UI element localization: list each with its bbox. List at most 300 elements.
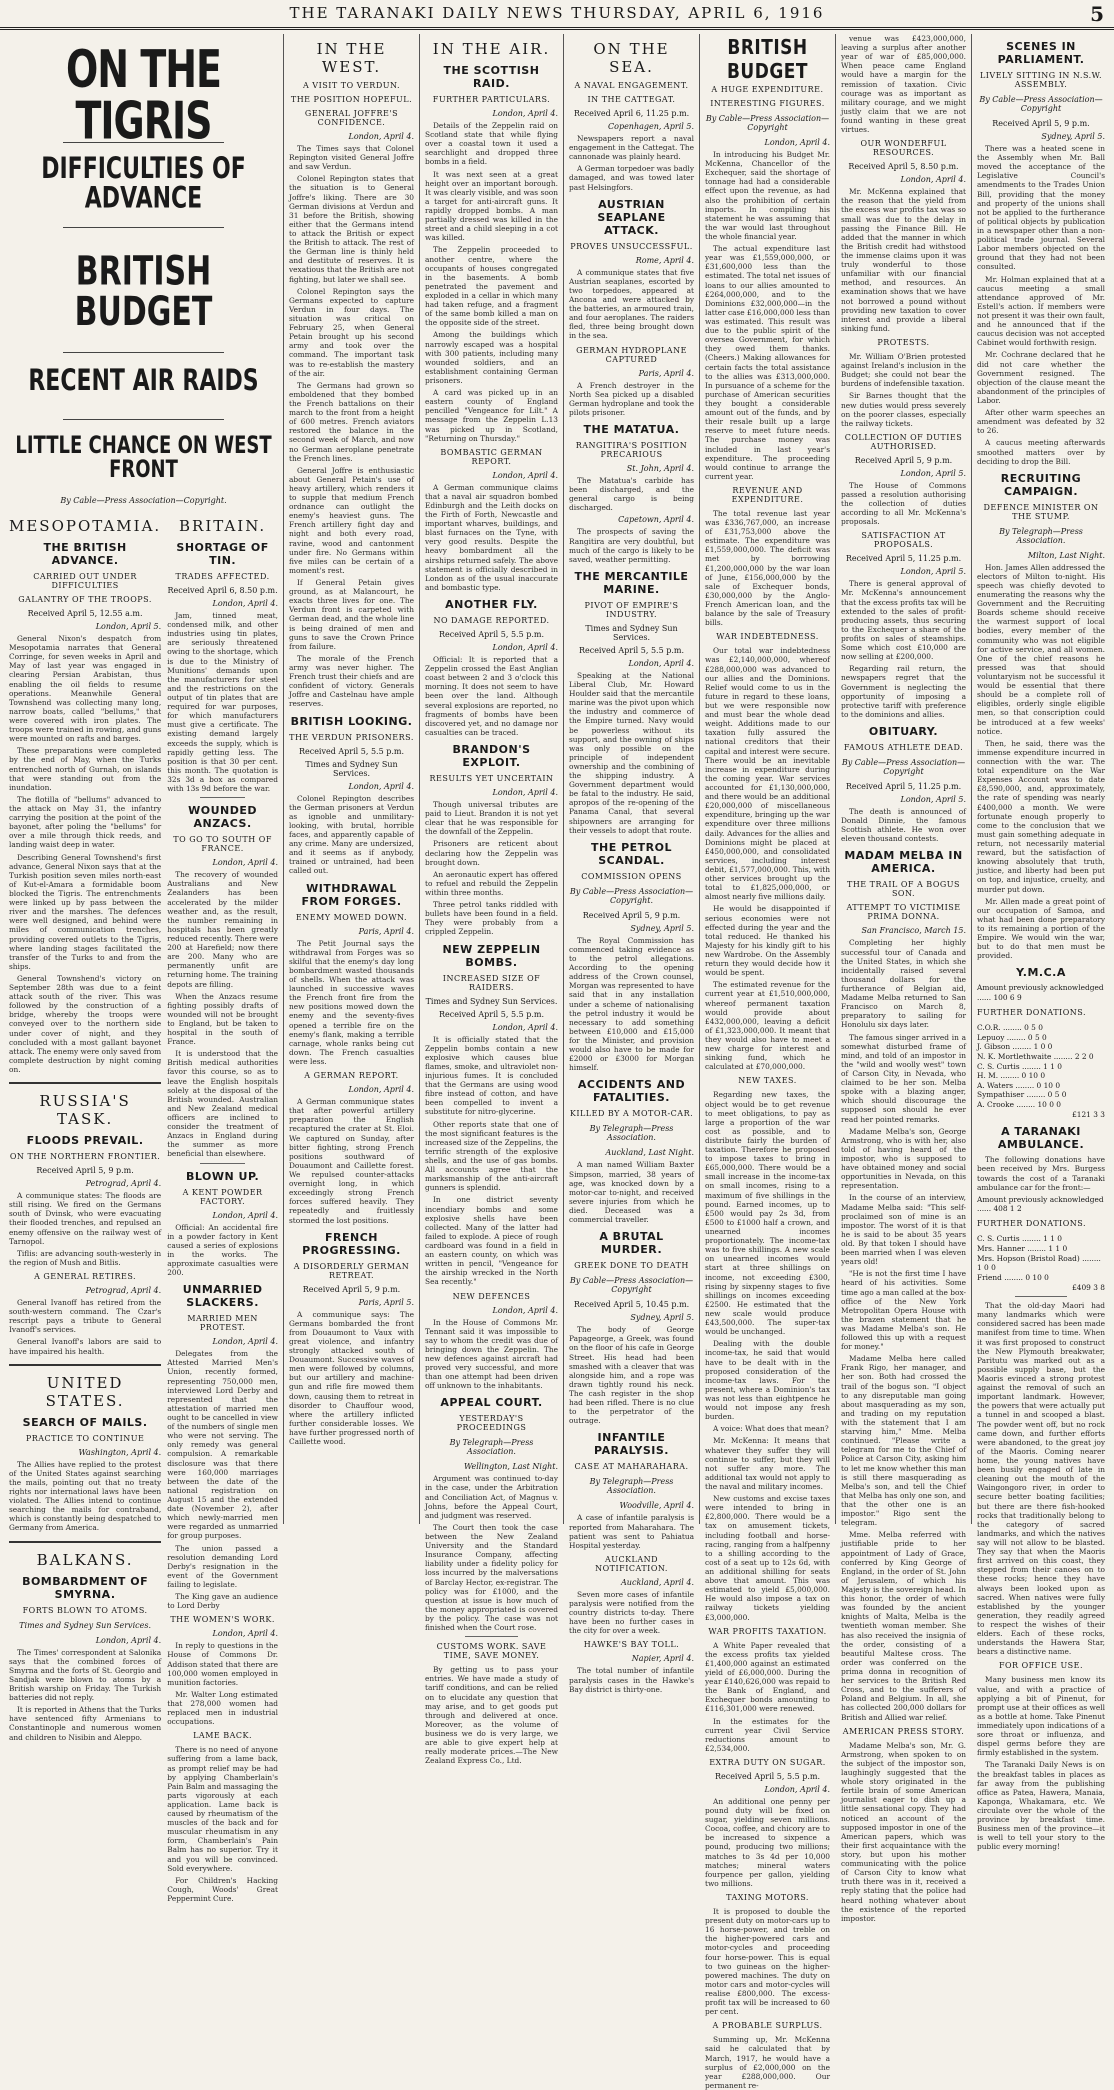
sub-head: NEW TAXES. (738, 1076, 797, 1086)
divider (200, 1163, 244, 1164)
page-number: 5 (1090, 2, 1104, 26)
dateline: London, April 4. (212, 1210, 278, 1220)
paragraph: For Children's Hacking Cough, Woods' Great Peppermint Cure. (167, 1875, 278, 1904)
sub-head: ATTEMPT TO VICTIMISE PRIMA DONNA. (846, 903, 961, 922)
service-line: By Telegraph—Press Association. (589, 1477, 674, 1496)
paragraph: The Petit Journal says the withdrawal from Forges was so skilful that the enemy's day long bombardment wasted thousands of shells. When the attack was launched in successive waves the French front fire from the new positions mowed down the enemy and the seventy-fives opened a terrible fire on the enemy's flank, making a terrible carnage, whole ranks being cut down. The French casualties were less. (289, 938, 414, 1066)
dateline: London, April 4. (764, 1784, 830, 1794)
section-obituary: OBITUARY. (868, 725, 939, 739)
paragraph: Mr. McKenna explained that the reason that the yield from the excess war profits tax was so small was due to the delay in passing the Finance Bill. He added that the manner in which the British credit had withstood the immense claims upon it was truly wonderful to those unfamiliar with our financial method, and resources. An examination shows that we have not borrowed a pound without providing new taxation to cover interest and provide a liberal sinking fund. (841, 187, 966, 333)
ledger-line: N. K. Mortlethwaite ........ 2 2 0 (977, 1051, 1094, 1061)
paragraph: The Times says that Colonel Repington visited General Joffre and saw Verdun. (289, 144, 414, 172)
sub-head: NO DAMAGE REPORTED. (433, 616, 550, 626)
sub-head: ON THE NORTHERN FRONTIER. (9, 1152, 161, 1162)
dateline: London, April 4. (492, 1022, 558, 1032)
sub-head: OUR WONDERFUL RESOURCES. (860, 139, 947, 158)
sub-head: SEARCH OF MAILS. (22, 1415, 148, 1429)
divider (9, 1541, 161, 1543)
sub-head: TRADES AFFECTED. (175, 572, 270, 581)
received-line: Received April 5, 9 p.m. (36, 1166, 134, 1176)
dateline: San Francisco, March 15. (861, 926, 966, 936)
advert-head: CUSTOMS WORK. SAVE TIME, SAVE MONEY. (436, 1642, 547, 1661)
paragraph: Though universal tributes are paid to Lieut. Brandon it is not yet clear that he was responsible for the downfall of the Zeppelin. (425, 800, 558, 837)
sub-head: A VISIT TO VERDUN. (302, 81, 401, 90)
service-line: By Telegraph—Press Association. (999, 526, 1083, 545)
dateline: St. John, April 4. (626, 463, 694, 473)
paragraph: In introducing his Budget Mr. McKenna, Chancellor of the Exchequer, said the shortage of tonnage had had a considerable effect upon the revenue, as had also the prohibition of certain imports. In compiling his statement he was assuming that the war would last throughout the whole financial year. (705, 150, 830, 241)
dateline: London, April 4. (492, 109, 558, 118)
sub-head: WAR PROFITS TAXATION. (708, 1626, 827, 1636)
paragraph: In the estimates for the current year Civil Service reductions amount to £2,534,000. (705, 1716, 830, 1753)
dateline: London, April 4. (900, 175, 966, 185)
paragraph: A German communique claims that a naval air squadron bombed Edinburgh and the Leith docks on the Firth of Forth, Newcastle and important wharves, buildings, and blast furnaces on the Tyne, with very good results. Despite the heavy bombardment all the airships returned safely. The above statement is officially described in London as of the usual inaccurate and bombastic type. (425, 482, 558, 592)
paragraph: Among the buildings which narrowly escaped was a hospital with 300 patients, including many wounded soldiers, and an establishment containing German prisoners. (425, 330, 558, 385)
ledger-line: J. Gibson ........ 1 0 0 (977, 1042, 1053, 1052)
paragraph: Jam, tinned meat, condensed milk, and other industries using tin plates, are seriously threatened owing to the shortage, which is due to the Ministry of Munitions' demands upon the manufacturers for steel and the restrictions on the output of tin plates that are required for war purposes, for which manufacturers must give a certificate. The existing demand largely exceeds the supply, which is rapidly getting less. The position is that 30 per cent. this month. The quotation is 32s 3d a box as compared with 13s 9d before the war. (167, 611, 278, 794)
dateline: Paris, April 5. (358, 1297, 414, 1307)
paragraph: The Germans had grown so emboldened that they bombed the French battalions on their march to the front from a height of 600 metres. French aviators restored the balance in the second week of March, and now no German aeroplane penetrate the French lines. (289, 380, 414, 463)
divider (63, 352, 224, 353)
paragraph: Our total war indebtedness was £2,140,000,000, whereof £288,000,000 was advanced to our allies and the Dominions. Relief would come to us in the future in regard to these loans, but we were responsible now and must bear the whole dead weight. Additions made to our taxation fully assured the national creditors that their capital and interest were secure. There would be an inevitable increase in expenditure during the coming year. War services accounted for £1,130,000,000, and there would be an additional £20,000,000 of miscellaneous expenditure, bringing up the war expenditure over three millions daily. Advances for the allies and Dominions might be placed at £450,000,000, and consolidated services, including interest debit, £1,577,000,000. This, with other services brought up the total to £1,825,000,000, or almost nearly five millions daily. (705, 646, 830, 902)
paragraph: Sir Barnes thought that the new duties would press severely on the poorer classes, especially the railway tickets. (841, 391, 966, 428)
byline: By Cable—Press Association—Copyright. (60, 496, 227, 505)
sub-head: INFANTILE PARALYSIS. (594, 1431, 669, 1458)
paragraph: General Townshend's victory on September 28th was due to a feint attack south of the river. This was followed by the construction of a bridge, whereby the troops were conveyed over to the northern side under cover of night, and they concluded with a most gallant bayonet attack. The enemy were only saved from complete destruction by night coming on. (9, 973, 162, 1075)
dateline: London, April 4. (348, 1085, 414, 1095)
divider (9, 1364, 161, 1366)
paragraph: Delegates from the Attested Married Men's Union, recently formed, representing 750,000 men, interviewed Lord Derby and represented that the attestation of married men ought to be cancelled in view of the numbers of single men who were not serving. The only remedy was general compulsion. A remarkable disclosure was that there were 160,000 marriages between the date of the national registration on August 15 and the extended date (November 2), after which newly-married men were regarded as unmarried for group purposes. (167, 1349, 278, 1541)
sub-head: HAWKE'S BAY TOLL. (583, 1640, 680, 1650)
column-7 (972, 34, 1110, 1852)
paragraph: A card was picked up in an eastern county of England pencilled "Vengeance for Lilt." A message from the Zeppelin L.13 was picked up in Scotland, "Returning on Thursday." (425, 388, 558, 443)
paragraph: These preparations were completed by the end of May, when the Turks entrenched north of Gurnah, on islands that were standing out from the inundation. (9, 746, 162, 792)
paragraph: The Matatua's carbide has been discharged, and the general cargo is being discharged. (569, 475, 694, 513)
paragraph: The recovery of wounded Australians and New Zealanders has been accelerated by the milder weather and, as the result, the number remaining in hospitals has been greatly reduced recently. There were 200 at Harefield; now there are 200. Many who are permanently unfit are returning home. The training depots are filling. (167, 870, 278, 989)
sub-head: BOMBASTIC GERMAN REPORT. (440, 447, 543, 466)
sub-head: COMMISSION OPENS (581, 871, 682, 881)
section-britain: BRITAIN. (179, 517, 267, 535)
dateline: London, April 5. (900, 468, 966, 478)
paragraph: Prisoners are reticent about declaring how the Zeppelin was brought down. (425, 839, 558, 867)
section-united-states: UNITED STATES. (45, 1373, 125, 1410)
paragraph: "He is not the first time I have heard of his activities. Some time ago a man called at the box-office of the New York Metropolitan Opera House with the brazen statement that he was Madame Melba's son. He followed this up with a request for money." (841, 1269, 966, 1352)
sub-head: INCREASED SIZE OF RAIDERS. (442, 973, 541, 992)
section-ymca: Y.M.C.A (1016, 966, 1066, 980)
paragraph: Summing up, Mr. McKenna said he calculated that by March, 1917, he would have a surplus of £2,000,000 on the year £288,000,000. Our permanent re- (705, 2035, 830, 2090)
paragraph: A communique says: The Germans bombarded the front from Douaumont to Vaux with great violence, and infantry strongly attacked south of Douaumont. Successive waves of men were followed by columns, but our artillery and machine-gun and rifle fire mowed them down, causing them to retreat in disorder to Chauffour wood, where the artillery inflicted further considerable losses. We have further progressed north of Caillette wood. (289, 1309, 414, 1447)
section-balkans: BALKANS. (36, 1550, 134, 1569)
ledger-line: H. M. ........ 0 10 0 (977, 1071, 1046, 1081)
dateline: London, April 4. (764, 138, 830, 147)
dateline: Auckland, Last Night. (605, 1148, 694, 1158)
paragraph: Official: It is reported that a Zeppelin crossed the East Anglian coast between 2 and 3 o'clock this morning. It does not seem to have been over the land. Although several explosions are reported, no fragments of bombs have been discovered yet, and no damage nor casualties can be traced. (425, 655, 558, 737)
sub-head: CASE AT MAHARAHARA. (574, 1462, 689, 1472)
paragraph: A case of infantile paralysis is reported from Maharahara. The patient was sent to Pahiatua Hospital yesterday. (569, 1513, 694, 1550)
paragraph: New customs and excise taxes were intended to bring in £2,800,000. There would be a tax on amusement tickets, including football and horse-racing, ranging from a halfpenny to a shilling according to the cost of a seat up to 12s 6d, with an additional shilling for seats above that amount. This was estimated to yield £5,000,000. He would also impose a tax on railway tickets yielding £3,000,000. (705, 1494, 830, 1622)
sub-head: FURTHER PARTICULARS. (432, 95, 551, 104)
paragraph: A French destroyer in the North Sea picked up a disabled German hydroplane and took the pilots prisoner. (569, 380, 694, 417)
dateline: Sydney, April 5. (630, 1313, 694, 1323)
dateline: London, April 4. (492, 643, 558, 653)
section-ambulance: A TARANAKI AMBULANCE. (997, 1125, 1085, 1152)
sub-head: GENERAL JOFFRE'S CONFIDENCE. (304, 109, 399, 127)
dateline: Copenhagen, April 5. (608, 122, 694, 131)
service-line: By Telegraph—Press Association. (449, 1438, 534, 1457)
sub-head: TO GO TO SOUTH OF FRANCE. (173, 835, 272, 854)
section-recruiting: RECRUITING CAMPAIGN. (1000, 471, 1082, 498)
paragraph: The body of George Papageorge, a Greek, was found on the floor of his cafe in George Street. His head had been smashed with a cleaver that was alongside him, and a rope was drawn tightly round his neck. The cash register in the shop had been rifled. There is no clue to the perpetrator of the outrage. (569, 1325, 694, 1426)
sub-head: NEW DEFENCES (452, 1291, 531, 1301)
paragraph: An aeronautic expert has offered to refuel and rebuild the Zeppelin within three months. (425, 869, 558, 897)
received-line: Received April 5, 9 p.m. (992, 119, 1090, 128)
service-line: By Telegraph—Press Association. (589, 1124, 674, 1143)
section-mesopotamia: MESOPOTAMIA. (9, 517, 162, 535)
advert-text: By getting us to pass your entries. We have made a study of tariff conditions, and can be relied on to elucidate any question that may arise, and to get goods put through and delivered at once. Moreover, as the volume of business we do is very large, we are able to give expert help at really moderate prices.—The New Zealand Express Co., Ltd. (425, 1665, 558, 1766)
paragraph: The following donations have been received by Mrs. Burgess towards the cost of a Taranaki ambulance car for the front:— (977, 1155, 1105, 1192)
sub-head: BRANDON'S EXPLOIT. (452, 743, 531, 770)
paragraph: The union passed a resolution demanding Lord Derby's resignation in the event of the Government failing to legislate. (167, 1543, 278, 1589)
service-line: Times and Sydney Sun Services. (585, 623, 678, 642)
paragraph: Colonel Repington states that the situation is to General Joffre's liking. There are 30 German divisions at Verdun and 31 before the British, showing either that the Germans intend to attack the British or expect the British to attack. The rest of the German line is thinly held and destitute of reserves. It is vexatious that the British are not fighting, but later we shall see. (289, 174, 414, 284)
sub-head: DEFENCE MINISTER ON THE STUMP. (983, 502, 1099, 521)
paragraph: There is general approval of Mr. McKenna's announcement that the excess profits tax will be extended to the sales of profit-producing assets, thus securing to the Exchequer a share of the profits on sales of steamships. Some which cost £10,000 are now selling at £200,000. (841, 579, 966, 662)
ledger (977, 1195, 1105, 1292)
dateline: London, April 4. (212, 1337, 278, 1347)
headline-tigris: ON THE TIGRIS (65, 39, 222, 151)
paragraph: The Royal Commission has commenced taking evidence as to the petrol allegations. According to the opening address of the Crown counsel, Morgan was represented to have said that in any installation under a scheme of nationalising the petrol industry it would be necessary to add something between £10,000 and £15,000 for the Minister, and provision would also have to be made for £2000 or £3000 for Morgan himself. (569, 935, 694, 1073)
received-line: Received April 5, 5.5 p.m. (438, 630, 545, 640)
sub-head: PRACTICE TO CONTINUE (25, 1433, 145, 1443)
service-line: By Cable—Press Association—Copyright. (569, 886, 694, 905)
paragraph: Regarding rail return, the newspapers regret that the Government is neglecting the opportunity of imposing a protective tariff with preference to the dominions and allies. (841, 664, 966, 719)
paragraph: Colonel Repington describes the German prisoners at Verdun as ignoble and unmilitary-looking, with brutal, horrible faces, and apparently capable of any crime. Many are undersized, and it seems as if anybody, trained or untrained, had been called out. (289, 793, 414, 876)
paragraph: The flotilla of "bellums" advanced to the attack on May 31, the infantry carrying the position at the point of the bayonet, after poling the "bellums" for over a mile through thick reeds, and landing waist deep in water. (9, 794, 162, 850)
dateline: London, April 5. (900, 567, 966, 577)
received-line: Received April 6, 8.50 p.m. (167, 586, 278, 595)
paragraph: Many business men know its value, and with a practice of applying a bit of Pinenut, for prompt use at their offices as well as a bottle at home. Take Pinenut immediately upon indications of a sore throat or influenza, and dispel germs before they are firmly established in the system. (977, 1675, 1105, 1758)
sub-head: WOUNDED ANZACS. (188, 804, 258, 831)
sub-head: GALANTRY OF THE TROOPS. (18, 595, 152, 604)
paragraph: Three petrol tanks riddled with bullets have been found in a field. They were probably from a crippled Zeppelin. (425, 900, 558, 937)
sub-head: A GENERAL RETIRES. (34, 1272, 137, 1282)
sub-head: TAXING MOTORS. (726, 1893, 809, 1903)
paragraph: Mr. Cochrane declared that he did not care whether the Government resigned. The objection of the clause meant the abandonment of the principles of Labor. (977, 350, 1105, 405)
paragraph: Colonel Repington says the Germans expected to capture Verdun in four days. The situation was critical on February 25, when General Petain brought up his second army and took over the command. The important task was to re-establish the mastery of the air. (289, 286, 414, 378)
sub-head: APPEAL COURT. (440, 1396, 543, 1410)
ledger-total: £409 3 8 (1072, 1282, 1105, 1292)
ledger-line: Lepuoy ........ 0 5 0 (977, 1032, 1047, 1042)
paragraph: Dealing with the double income-tax, he said that would have to be dealt with in the proposed consideration of the income-tax laws. For the present, where a Dominion's tax was not less than eightpence he would not impose any fresh burden. (705, 1339, 830, 1422)
paragraph: In one district seventy incendiary bombs and some explosive shells have been collected. Many of the latter had failed to explode. A piece of rough cardboard was found in a field in an eastern county, on which was written in pencil, "Vengeance for the airship wrecked in the North Sea recently." (425, 1195, 558, 1287)
paragraph: Tiflis: are advancing south-westerly in the region of Mush and Bitlis. (9, 1248, 162, 1267)
dateline: Paris, April 4. (638, 368, 694, 378)
headline-west-front: LITTLE CHANCE ON WEST FRONT (15, 431, 272, 484)
paragraph: Details of the Zeppelin raid on Scotland state that while flying over a coastal town it used a searchlight and dropped three bombs in a field. (425, 121, 558, 167)
column-2 (284, 34, 420, 1524)
ledger-line: Mrs. Hanner ........ 1 1 0 (977, 1244, 1068, 1254)
section-on-the-sea: ON THE SEA. (593, 40, 670, 76)
paragraph: The morale of the French army was never higher. The French trust their chiefs and are confident of victory. Generals Joffre and Castelnau have ample reserves. (289, 653, 414, 709)
sub-head: KILLED BY A MOTOR-CAR. (569, 1109, 694, 1119)
paragraph: Official: An accidental fire in a powder factory in Kent caused a series of explosions in the works. The approximate casualties were 200. (167, 1222, 278, 1278)
paragraph: General Nixon's despatch from Mesopotamia narrates that General Corringe, for seven weeks in April and May of last year was engaged in clearing Persian Arabistan, thus enabling the oil fields to resume operations. Meanwhile General Townshend was collecting many long, narrow boats, called "bellums," that were covered with iron plates. The troops were trained in rowing, and guns were mounted on rafts and barges. (9, 634, 162, 744)
sub-head: THE VERDUN PRISONERS. (289, 732, 414, 742)
received-line: Received April 5, 9 p.m. (582, 910, 681, 920)
sub-head: A BRUTAL MURDER. (599, 1230, 664, 1257)
paragraph: It is reported in Athens that the Turks have sentenced fifty Armenians to Constantinople and numerous women and children to Nisibin and Aleppo. (9, 1705, 162, 1742)
paragraph: A man named William Baxter Simpson, married, 38 years of age, was knocked down by a motor-car to-night, and received severe injuries from which he died. Deceased was a commercial traveller. (569, 1160, 694, 1225)
dateline: London, April 5. (900, 795, 966, 805)
ledger-line: Amount previously acknowledged ...... 100 6 9 (977, 983, 1104, 1003)
sub-head: BLOWN UP. (186, 1169, 260, 1183)
paragraph: When the Anzacs resume fighting possibly drafts of wounded will not be brought to England, but be taken to hospital in the south of France. (167, 991, 278, 1047)
service-line: Times and Sydney Sun Services. (19, 1620, 151, 1630)
dateline: London, April 4. (492, 470, 558, 480)
paragraph: The Times' correspondent at Salonika says that the combined forces of Smyrna and the forts of St. Georgio and Sandjak were blown to atoms by a British warship on Friday. The Turkish batteries did not reply. (9, 1647, 162, 1703)
service-line: Times and Sydney Sun Services. (305, 759, 398, 778)
headline-air-raids: RECENT AIR RAIDS (28, 364, 259, 399)
dateline: Petrograd, April 4. (85, 1286, 162, 1296)
paragraph: The prospects of saving the Rangitira are very doubtful, but much of the cargo is likely to be saved, weather permitting. (569, 527, 694, 564)
sub-head: WAR INDEBTEDNESS. (716, 632, 819, 642)
ledger-line: C.O.R. ........ 0 5 0 (977, 1023, 1043, 1033)
dateline: Milton, Last Night. (1027, 550, 1105, 560)
paragraph: Mr. William O'Brien protested against Ireland's inclusion in the Budget; she could not bear the burdens of indefensible taxation. (841, 351, 966, 389)
paragraph: After other warm speeches an amendment was defeated by 32 to 26. (977, 408, 1105, 436)
paragraph: The Court then took the case between the New Zealand University and the Standard Insurance Company, affecting liability under a fidelity policy for loss incurred by the malversations of Barclay Hector, ex-registrar. The policy was for £1000, and the question at issue is how much of the money appropriated is covered by the policy. The case was not finished when the Court rose. (425, 1522, 558, 1633)
received-line: Received April 5, 10.45 p.m. (573, 1300, 690, 1310)
received-line: Received April 5, 9 p.m. (854, 455, 953, 465)
sub-head: ENEMY MOWED DOWN. (295, 912, 408, 922)
received-line: Received April 5, 11.25 p.m. (845, 554, 962, 564)
sub-head: THE BRITISH ADVANCE. (43, 541, 127, 567)
received-line: Received April 6, 11.25 p.m. (573, 109, 690, 118)
dateline: Woodville, April 4. (619, 1501, 694, 1511)
paragraph: Hon. James Allen addressed the electors of Milton to-night. His speech was chiefly devoted to enumerating the reasons why the Government and the Recruiting Boards scheme should receive the warmest support of local bodies, every member of the community who was not eligible for active service, and all women. One of the chief reasons he pressed was that should voluntaryism not be successful it would be essential that there should be a complete roll of eligibles, orderly single eligible men, so that conscription could be introduced at a few weeks' notice. (977, 562, 1105, 736)
sub-head: THE SCOTTISH RAID. (443, 64, 540, 90)
paragraph: Mr. Walter Long estimated that 278,000 women had replaced men in industrial occupations. (167, 1689, 278, 1727)
sub-head: THE WOMEN'S WORK. (170, 1615, 275, 1625)
dateline: Capetown, April 4. (618, 515, 694, 525)
paragraph: Speaking at the National Liberal Club, Mr. Howard Houlder said that the mercantile marine was the pivot upon which the industry and commerce of the Empire turned. Navy would be powerless without its support, and the owning of ships was only possible on the principle of independent ownership and the combining of the shipping industry. A Government department would be fatal to the industry. He said, apropos of the re-opening of the Panama Canal, that several shipowners are arranging for their vessels to adopt that route. (569, 670, 694, 835)
section-in-the-west: IN THE WEST. (316, 40, 387, 76)
ledger-line: A. Waters ........ 0 10 0 (977, 1080, 1061, 1090)
section-in-the-air: IN THE AIR. (432, 40, 551, 58)
paragraph: It is officially stated that the Zeppelin bombs contain a new explosive which causes blue flames, smoke, and ultraviolet non-injurious fumes. It is concluded that the Germans are using wood fibre instead of cotton, and have been compelled to invent a substitute for nitro-glycerine. (425, 1034, 558, 1117)
dateline: London, April 4. (492, 1305, 558, 1315)
sub-head: CARRIED OUT UNDER DIFFICULTIES (33, 572, 137, 590)
paragraph: If General Petain gives ground, as at Malancourt, he exacts three lives for one. The Verdun front is carpeted with German dead, and the whole line is being drained of men and guns to save the Crown Prince from failure. (289, 578, 414, 651)
sub-head: A PROBABLE SURPLUS. (712, 2021, 823, 2031)
paragraph: In the House of Commons Mr. Tennant said it was impossible to say to whom the credit was due of bringing down the Zeppelin. The new defences against aircraft had proved very successful, and more than one attempt had been driven off unknown to the inhabitants. (425, 1317, 558, 1391)
dateline: Napier, April 4. (631, 1654, 694, 1664)
sub-head: GREEK DONE TO DEATH (574, 1261, 689, 1271)
paragraph: The total number of infantile paralysis cases in the Hawke's Bay district is thirty-one. (569, 1666, 694, 1694)
paragraph: venue was £423,000,000, leaving a surplus after another year of war of £85,000,000. When peace came England would have a margin for the remission of taxation. Civic courage was as important as military courage, and we might justly claim that we are not found wanting in these great virtues. (841, 34, 966, 135)
paragraph: A German torpedoer was badly damaged, and was towed later past Helsingfors. (569, 164, 694, 192)
paragraph: A White Paper revealed that the excess profits tax yielded £1,400,000 against an estimated yield of £6,000,000. During the year £140,626,000 was repaid to the Bank of England, and Exchequer bonds amounting to £116,301,000 were renewed. (705, 1640, 830, 1714)
masthead (0, 0, 1114, 30)
column-1 (4, 34, 284, 1904)
paragraph: Mr. Allen made a great point of our occupation of Samoa, and what had been done preparatory to its remaining a portion of the Empire. We would win the war, but to do that men must be provided. (977, 896, 1105, 961)
ledger-line: C. S. Curtis ........ 1 1 0 (977, 1061, 1062, 1071)
paragraph: In reply to questions in the House of Commons Dr. Addison stated that there are 100,000 women employed in munition factories. (167, 1641, 278, 1687)
received-line: Received April 5, 5.5 p.m. (578, 645, 685, 655)
sub-head: GERMAN HYDROPLANE CAPTURED (576, 345, 687, 364)
paragraph: The total revenue last year was £336,767,000, an increase of £31,753,000 above the estimate. The expenditure was £1,559,000,000. The deficit was met by borrowing £1,200,000,000 by the war loan of June, £156,000,000 by the sale of Exchequer bonds, £30,000,000 by the Anglo-French American loan, and the balance by the sale of Treasury bills. (705, 508, 830, 628)
sub-head: A NAVAL ENGAGEMENT. (574, 81, 689, 90)
paragraph: A voice: What does that mean? (713, 1424, 829, 1434)
sub-head: AUCKLAND NOTIFICATION. (595, 1554, 668, 1573)
paragraph: Describing General Townshend's first advance, General Nixon says that at the Turkish position seven miles north-east of Kut-el-Amara a formidable boom blocked the Tigris. The entrenchments were linked up by pass between the river and the marshes. The defences were well designed, and behind were miles of communication trenches, providing covered outlets to the Tigris, where landing stages facilitated the transfer of the Turks to and from the ships. (9, 852, 162, 971)
paragraph: Completing her highly successful tour of Canada and the United States, in which she incidentally raised several thousand dollars for the furtherance of Belgian aid, Madame Melba returned to San Francisco on March 8, preparatory to sailing for Honolulu six days later. (841, 938, 966, 1030)
paragraph: A communique states that five Austrian seaplanes, escorted by two torpedoes, appeared at Ancona and were attacked by the batteries, an armoured train, and four aeroplanes. The raiders fled, three being brought down in the sea. (569, 267, 694, 341)
sub-head: ANOTHER FLY. (445, 598, 538, 612)
sub-head: FORTS BLOWN TO ATOMS. (22, 1605, 148, 1615)
paragraph: General Ivanoff has retired from the south-western command. The Czar's rescript pays a tribute to General Ivanoff's services. (9, 1298, 162, 1335)
section-parliament: SCENES IN PARLIAMENT. (997, 40, 1085, 66)
dateline: London, April 4. (348, 781, 414, 791)
headline-difficulties: DIFFICULTIES OF ADVANCE (41, 152, 246, 216)
paragraph: Regarding new taxes, the object would be to get revenue to meet obligations, to pay as large a proportion of the war cost as possible, and to distribute fairly the burden of taxation. Therefore he proposed to impose taxes to bring in £65,000,000. There would be a small increase in the income-tax on small incomes, rising to a maximum of five shillings in the pound. Earned incomes, up to £500 would pay 2s 3d, from £500 to £1000 half a crown, and unearned incomes proportionately. The income-tax was to five shillings. A new scale on unearned incomes would start at three shillings on income, not exceeding £300, rising by sixpenny stages to five shillings on incomes exceeding £2500. He estimated that the new scale would produce £43,500,000. The super-tax would be unchanged. (705, 1090, 830, 1337)
paragraph: Mme. Melba referred with justifiable pride to her appointment of Lady of Grace, conferred by King George of England, in the order of St. John of Jerusalem, of which his Majesty is the sovereign head. In this honor, the order of which was founded by the ancient knights of Malta, Melba is the twentieth woman member. She has also received the insignia of the order, consisting of a beautiful Maltese cross. The order was conferred on the prima donna in recognition of her services to the British Red Cross, and to the sufferers of Poland and Belgium. In all, she has collected 200,000 dollars for British and Allied war relief. (841, 1530, 966, 1722)
sub-head: PROVES UNSUCCESSFUL. (570, 241, 693, 251)
sub-head: FURTHER DONATIONS. (977, 1007, 1086, 1017)
service-line: Times and Sydney Sun Services. (425, 996, 558, 1006)
sub-head: A HUGE EXPENDITURE. (711, 85, 824, 94)
column-1-split (9, 511, 278, 1906)
divider (63, 419, 224, 420)
dateline: Washington, April 4. (78, 1447, 162, 1457)
paragraph: He would be disappointed if serious economies were not effected during the year and the total reduced. He thanked his Majesty for his kindly gift to his new Wardrobe. On the Assembly return they would decide how it would be spent. (705, 904, 830, 978)
paragraph: An additional one penny per pound duty will be fixed on sugar, yielding seven millions. Cocoa, coffee, and chicory are to be increased to sixpence a pound, producing two millions; matches to 3s 4d per 10,000 matches; mineral waters fourpence per gallon, yielding two millions. (705, 1796, 830, 1888)
paragraph: Madame Melba's son, George Armstrong, who is with her, also told of having heard of the impostor, who is supposed to have obtained money and social opportunities in Nevada, on this representation. (841, 1126, 966, 1191)
sub-head: A DISORDERLY GERMAN RETREAT. (293, 1261, 410, 1280)
paragraph: Argument was continued to-day in the case, under the Arbitration and Conciliation Act, of Magnus v. Johns, before the Appeal Court, and judgment was reserved. (425, 1474, 558, 1520)
received-line: Received April 5, 11.25 p.m. (845, 782, 962, 792)
headline-budget: BRITISH BUDGET (74, 247, 213, 336)
dateline: Wellington, Last Night. (463, 1462, 558, 1472)
sub-head: COLLECTION OF DUTIES AUTHORISED. (844, 432, 963, 451)
subcolumn-left (9, 511, 161, 1906)
ledger-total: £121 3 3 (1072, 1109, 1105, 1119)
column-4 (564, 34, 700, 1694)
sub-head: AUSTRIAN SEAPLANE ATTACK. (597, 197, 666, 237)
sub-head: FURTHER DONATIONS. (977, 1219, 1086, 1228)
dateline: London, April 4. (348, 132, 414, 141)
section-british-budget: BRITISH BUDGET (726, 36, 809, 84)
sub-head: SHORTAGE OF TIN. (176, 541, 269, 567)
masthead-title: THE TARANAKI DAILY NEWS THURSDAY, APRIL 6, 1916 (289, 4, 825, 22)
sub-head: PIVOT OF EMPIRE'S INDUSTRY. (584, 600, 679, 619)
received-line: Received April 5, 12.55 a.m. (27, 609, 143, 618)
dateline: Paris, April 4. (358, 926, 414, 936)
sub-head: FLOODS PREVAIL. (26, 1134, 144, 1148)
dateline: London, April 4. (212, 858, 278, 868)
service-line: By Cable—Press Association—Copyright (705, 114, 830, 132)
paragraph: A caucus meeting afterwards smoothed matters over by deciding to drop the Bill. (977, 438, 1105, 466)
ledger-line: Sympathiser ........ 0 5 0 (977, 1090, 1067, 1100)
page-columns (4, 34, 1110, 2090)
paragraph: Mr. Holman explained that at a caucus meeting a small attendance approved of Mr. Estell's action. If members were not present it was their own fault, and he announced that if the caucus decision was not accepted Cabinet would forthwith resign. (977, 274, 1105, 348)
column-5 (700, 34, 836, 2090)
dateline: London, April 5. (95, 622, 162, 631)
paragraph: The Zeppelin proceeded to another centre, where the occupants of houses congregated in the basements. A bomb penetrated the pavement and exploded in a cellar in which many had taken refuge, and a fragment of the same bomb killed a man on the opposite side of the street. (425, 245, 558, 328)
paragraph: Newspapers report a naval engagement in the Cattegat. The cannonade was plainly heard. (569, 134, 694, 162)
sub-head: LIVELY SITTING IN N.S.W. ASSEMBLY. (979, 71, 1103, 89)
sub-head: FRENCH PROGRESSING. (302, 1230, 401, 1257)
sub-head: BRITISH LOOKING. (290, 714, 413, 728)
received-line: Received April 5, 5.5 p.m. (438, 1009, 545, 1019)
ledger (977, 983, 1105, 1119)
service-line: By Cable—Press Association—Copyright (569, 1276, 694, 1295)
sub-head: PROTESTS. (877, 337, 930, 347)
sub-head: REVENUE AND EXPENDITURE. (731, 485, 804, 504)
paragraph: The death is announced of Donald Dinnie, the famous Scottish athlete. He won over eleven thousand contests. (841, 807, 966, 844)
paragraph: Mr. McKenna: It means that whatever they suffer they will continue to suffer, but they will not suffer any more. The additional tax would not apply to the naval and military incomes. (705, 1436, 830, 1491)
paragraph: That the old-day Maori had many landmarks which were considered sacred has been made manifest from time to time. When it was first proposed to construct the New Plymouth breakwater, Paritutu was marked out as a possible supply base, but the Maoris evinced a strong protest against the removal of such an important landmark. However, the powers that were actually put a tunnel in and scooped a blast. The powder went off, but no rock came down, and further efforts were abandoned, to the great joy of the Maoris. Coming nearer home, the young natives have been busily engaged of late in cleaning out the mouth of the Waingongoro river, in order to secure better boating facilities; but there are there fish-hooked rocks that traditionally belong to the category of sacred landmarks, and which the natives say will not allow to be blasted. They say that when the Maoris first arrived on this coast, they stepped from their canoes on to these rocks; hence they have always been looked upon as sacred. When natives were fully established by the younger generation, they readily agreed to respect the wishes of their elders. Each of these rocks, understands the Hawera Star, bears a distinctive name. (977, 1301, 1105, 1657)
paragraph: It is proposed to double the present duty on motor-cars up to 16 horse-power, and treble on the higher-powered cars and motor-cycles and proceeding four horse-power. This is equal to two guineas on the higher-powered machines. The duty on motor cars and motor-cycles will realise £800,000. The excess-profit tax will be increased to 60 per cent. (705, 1907, 830, 2017)
received-line: Received April 5, 9 p.m. (302, 1284, 401, 1294)
service-line: By Cable—Press Association—Copyright (841, 758, 966, 777)
paragraph: It is understood that the British medical authorities favor this course, so as to leave the English hospitals solely at the disposal of the British wounded. Australian and New Zealand medical officers are inclined to consider the treatment of Anzacs in England during the summer as more beneficial than elsewhere. (167, 1049, 278, 1159)
paragraph: There was a heated scene in the Assembly when Mr. Ball moved the acceptance of the Legislative Council's amendments to the Trades Union Bill, providing that the money and property of the unions shall not be applied to the furtherance of political objects by publication in a newspaper other than a non-political trade journal. Several Labor members objected on the ground that they had not been consulted. (977, 144, 1105, 272)
dateline: London, April 4. (628, 658, 694, 668)
dateline: Sydney, April 5. (1041, 132, 1105, 141)
sub-head: WITHDRAWAL FROM FORGES. (301, 881, 402, 908)
sub-head: LAME BACK. (193, 1731, 253, 1741)
section-russia: RUSSIA'S TASK. (39, 1092, 131, 1129)
divider (200, 797, 244, 798)
sub-head: SATISFACTION AT PROPOSALS. (861, 531, 946, 550)
received-line: Received April 5, 5.5 p.m. (298, 746, 405, 756)
sub-head: THE TRAIL OF A BOGUS SON. (846, 880, 961, 899)
dateline: London, April 4. (212, 599, 278, 608)
dateline: Auckland, April 4. (621, 1577, 694, 1587)
sub-head: FAMOUS ATHLETE DEAD. (843, 743, 964, 753)
divider (1015, 1296, 1066, 1297)
sub-head: THE MATATUA. (583, 422, 680, 436)
sub-head: ACCIDENTS AND FATALITIES. (577, 1078, 686, 1105)
ledger-line: Mrs. Hopson (Bristol Road) ........ 1 0 0 (977, 1253, 1101, 1273)
ledger-line: C. S. Curtis ........ 1 1 0 (977, 1234, 1062, 1244)
dateline: Petrograd, April 4. (85, 1179, 162, 1189)
paragraph: Madame Melba's son, Mr. G. Armstrong, when spoken to on the subject of the impostor son, laughingly suggested that the whole story originated in the fertile brain of some American journalist eager to dish up a little sensational copy. They had noticed an account of the supposed impostor in one of the American papers, which was their first acquaintance with the story, but upon his mother communicating with the police of Carson City to know what truth there was in it, received a reply stating that the police had heard nothing whatever about the existence of the reported impostor. (841, 1740, 966, 1923)
paragraph: Then, he said, there was the immense expenditure incurred in connection with the war. The total expenditure on the War Expenses Account was to date £8,590,000, and, approximately, the rate of spending was nearly £400,000 a month. We were fortunate enough properly to come to the conclusion that we must gain something adequate in return, not necessarily material reward, but the satisfaction of knowing absolutely that truth, justice, and liberty had been put on top, and injustice, cruelty, and murder put down. (977, 738, 1105, 894)
paragraph: The famous singer arrived in a somewhat disturbed frame of mind, and told of an impostor in the "wild and woolly west" town of Carson City, in Nevada, who claimed to be her son. Melba spoke with a blazing anger, which should discourage the supposed son should he ever read her pointed remarks. (841, 1032, 966, 1124)
sub-head: INTERESTING FIGURES. (710, 99, 825, 108)
sub-head: IN THE CATTEGAT. (587, 95, 676, 104)
ledger-line: Friend ........ 0 10 0 (977, 1272, 1049, 1282)
dateline: Rome, April 4. (635, 255, 694, 265)
paragraph: The Taranaki Daily News is on the breakfast tables in places as far away from the publishing office as Patea, Hawera, Manaia, Kaponga, Whakamara, etc. We circulate over the whole of the province by breakfast time. Business men of the province—it is well to tell your story to the public every morning! (977, 1760, 1105, 1852)
paragraph: A German communique states that after powerful artillery preparation the English recaptured the crater at St. Eloi. We captured on Sunday, after bitter fighting, strong French positions southward of Douaumont and Caillette forest. We repulsed counter-attacks overnight long, in which exceedingly strong French forces suffered heavily. They repeatedly and fruitlessly stormed the lost positions. (289, 1097, 414, 1225)
sub-head: THE MERCANTILE MARINE. (574, 569, 689, 596)
sub-head: NEW ZEPPELIN BOMBS. (442, 942, 541, 969)
sub-head: AMERICAN PRESS STORY. (842, 1726, 965, 1736)
paragraph: In the course of an interview, Madame Melba said: "This self-proclaimed son of mine is an impostor. The worst of it is that he is said to be about 35 years old. By that token I should have been married when I was eleven years old! (841, 1193, 966, 1267)
sub-head: A GERMAN REPORT. (304, 1071, 399, 1081)
paragraph: The Allies have replied to the protest of the United States against searching the mails, pointing out that no treaty rights nor international laws have been violated. The Allies intend to continue searching the mails for contraband, which is constantly being despatched to Germany from America. (9, 1459, 162, 1533)
dateline: London, April 4. (212, 1629, 278, 1639)
service-line: By Cable—Press Association—Copyright (979, 95, 1103, 113)
paragraph: The King gave an audience to Lord Derby (167, 1592, 278, 1611)
subcolumn-right (167, 511, 278, 1906)
sub-head: MARRIED MEN PROTEST. (187, 1314, 258, 1333)
ledger-line: A. Crooke ........ 10 0 0 (977, 1100, 1061, 1110)
paragraph: There is no need of anyone suffering from a lame back, as prompt relief may be had by applying Chamberlain's Pain Balm and massaging the parts vigorously at each application. Lame back is caused by rheumatism of the muscles of the back and for muscular rheumatism in any form, Chamberlain's Pain Balm has no superior. Try it and you will be convinced. Sold everywhere. (167, 1745, 278, 1873)
paragraph: The estimated revenue for the current year at £1,510,000,000, whereof permanent taxation would provide about £432,000,000, leaving a deficit of £1,323,000,000. It meant that they would also have to meet a new charge for interest and sinking fund, which he calculated at £70,000,000. (705, 980, 830, 1072)
